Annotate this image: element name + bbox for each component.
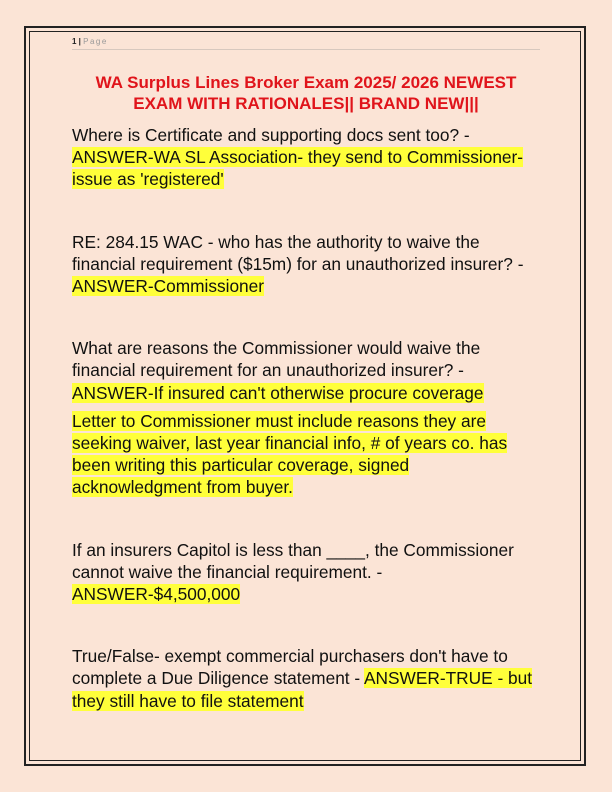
answer-highlight: ANSWER-$4,500,000 (72, 584, 241, 605)
question-text: If an insurers Capitol is less than ____, the Commissioner cannot waive the financial requirement. - (72, 539, 514, 582)
answer-highlight: ANSWER-Commissioner (72, 276, 265, 297)
page-number-separator: | (76, 37, 84, 46)
qa-list (72, 124, 542, 712)
question-text: True/False- exempt commercial purchasers don't have to complete a Due Diligence statement - (72, 646, 508, 689)
page-number-label: Page (83, 37, 108, 46)
document-title-line-2: EXAM WITH RATIONALES|| BRAND NEW||| (133, 94, 479, 113)
answer-highlight: ANSWER-WA SL Association- they send to Commissioner- issue as 'registered' (72, 147, 524, 190)
question-text: Where is Certificate and supporting docs sent too? - (72, 125, 470, 145)
header-divider (72, 49, 540, 50)
question-text: RE: 284.15 WAC - who has the authority to waive the financial requirement ($15m) for an unauthorized insurer? - (72, 231, 524, 274)
document-title (72, 72, 540, 114)
question-text: What are reasons the Commissioner would waive the financial requirement for an unauthorized insurer? - (72, 338, 481, 381)
answer-highlight: ANSWER-If insured can't otherwise procure coverage (72, 382, 484, 403)
answer-highlight-extra: Letter to Commissioner must include reasons they are seeking waiver, last year financial info, # of years co. has been writing this particular coverage, signed acknowledgment from buyer. (72, 410, 508, 498)
document-title-line-1: WA Surplus Lines Broker Exam 2025/ 2026 NEWEST (95, 73, 517, 92)
qa-item-3 (72, 337, 542, 404)
qa-item-4 (72, 539, 542, 606)
qa-item-3-extra (72, 410, 542, 499)
qa-item-1 (72, 124, 542, 191)
page-number-value: 1 (72, 37, 77, 46)
answer-highlight: ANSWER-TRUE - but they still have to file statement (72, 668, 533, 711)
qa-item-2 (72, 231, 542, 298)
qa-item-5 (72, 645, 542, 712)
page-number (72, 37, 108, 46)
